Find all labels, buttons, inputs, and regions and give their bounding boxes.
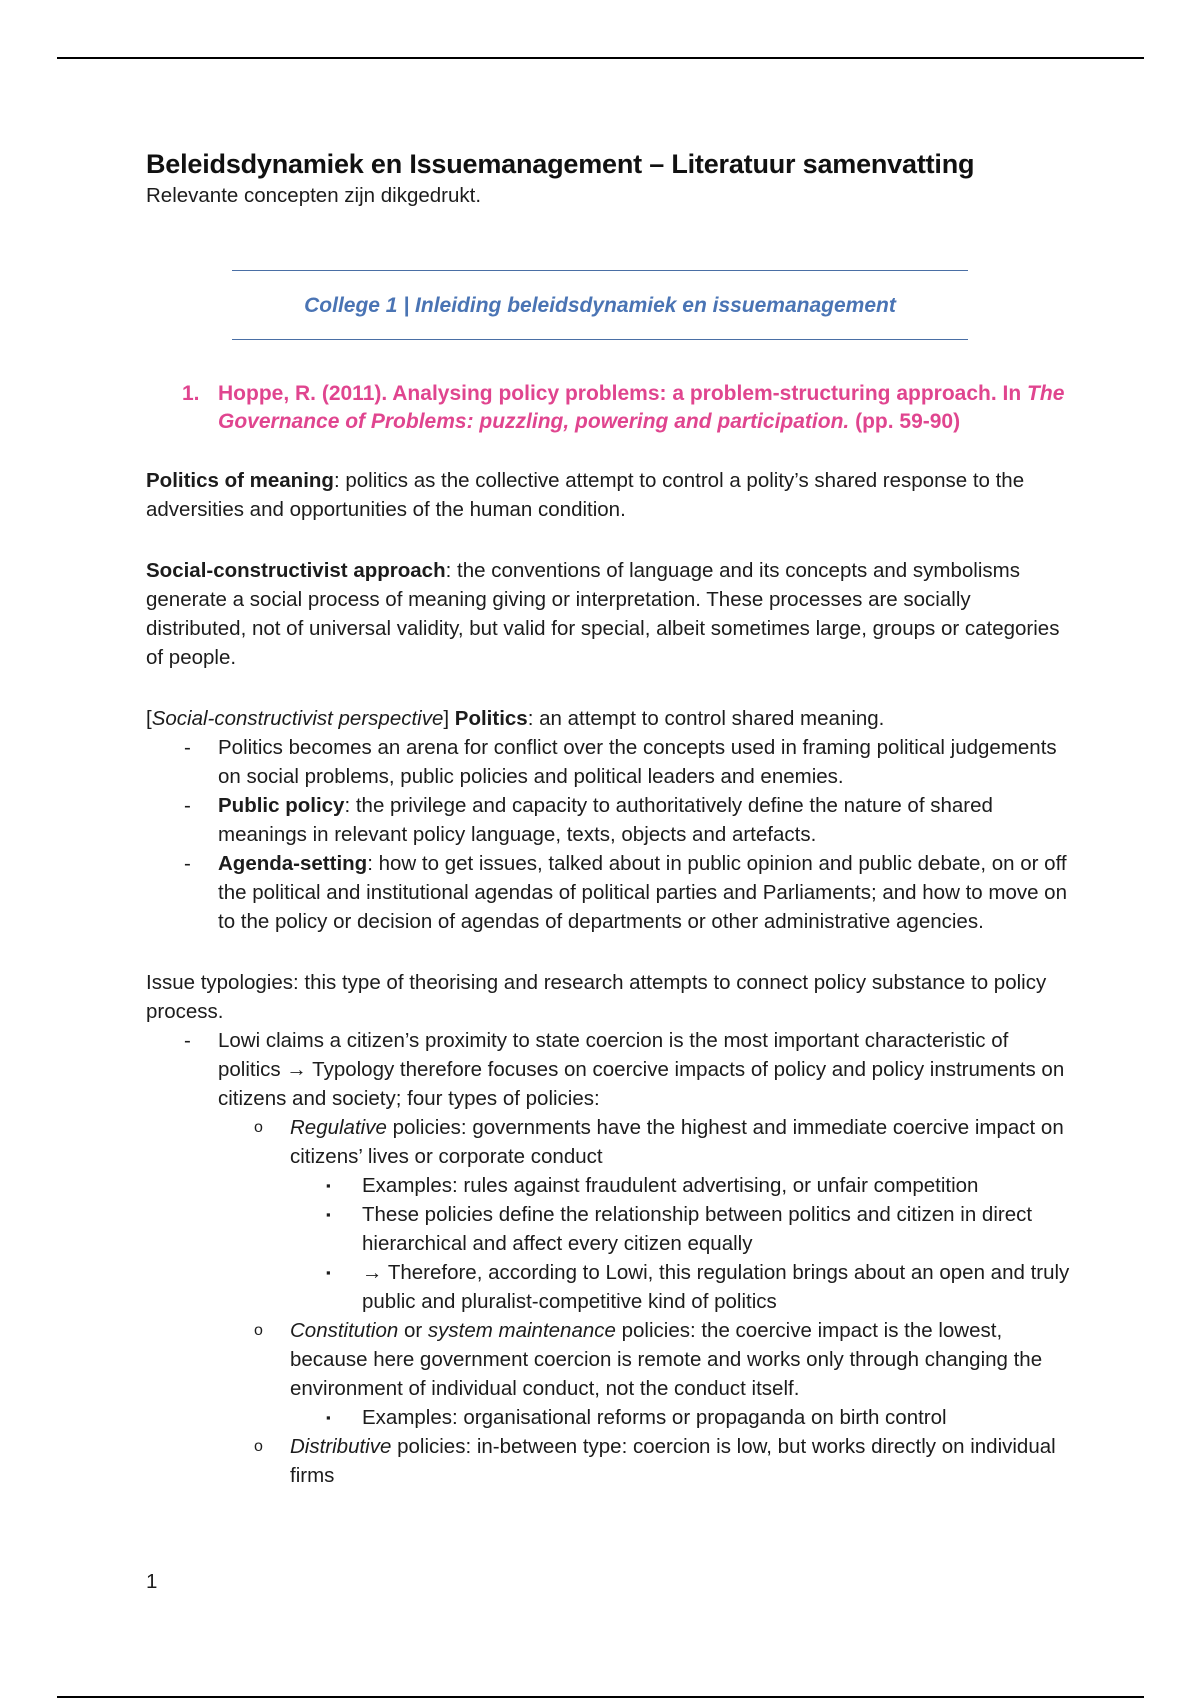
paragraph-social-constructivist bbox=[146, 556, 1076, 672]
paragraph-politics-of-meaning bbox=[146, 466, 1076, 524]
page-number: 1 bbox=[146, 1570, 158, 1593]
definition-text: : the conventions of language and its concepts and symbolisms generate a social process of meaning giving or interpretation. These processes are socially distributed, not of universal validity, but valid for special, albeit sometimes large, groups or categories of people. bbox=[146, 559, 1060, 669]
perspective-label: Social-constructivist perspective bbox=[151, 707, 444, 730]
issue-typologies-section bbox=[146, 968, 1076, 1490]
bullet-text: : how to get issues, talked about in public opinion and public debate, on or off the political and institutional agendas of political parties and Parliaments; and how to move on to the policy or decision of agendas of departments or other administrative agencies. bbox=[218, 852, 1067, 933]
definition-text: : politics as the collective attempt to control a polity’s shared response to the adversities and opportunities of the human condition. bbox=[146, 469, 1025, 521]
definition-text: : an attempt to control shared meaning. bbox=[527, 707, 885, 730]
list-item bbox=[146, 791, 1076, 849]
list-item bbox=[146, 849, 1076, 936]
constitution-details bbox=[290, 1403, 1076, 1432]
policy-types-list bbox=[218, 1113, 1076, 1490]
college-heading: College 1 | Inleiding beleidsdynamiek en issuemanagement bbox=[304, 293, 896, 317]
policy-type-label-alt: system maintenance bbox=[427, 1319, 616, 1342]
list-item: ▪ These policies define the relationship between politics and citizen in direct hierarchical and affect every citizen equally bbox=[290, 1200, 1076, 1258]
lowi-text: Lowi claims a citizen’s proximity to state coercion is the most important characteristic of politics → Typology therefore focuses on coercive impacts of policy and policy instruments on citizens and society; four types of policies: bbox=[218, 1029, 1065, 1110]
policy-type-text: policies: in-between type: coercion is low, but works directly on individual firms bbox=[290, 1435, 1056, 1487]
perspective-bullets bbox=[146, 733, 1076, 936]
policy-type-label: Constitution bbox=[290, 1319, 399, 1342]
reference-pages: (pp. 59-90) bbox=[855, 410, 961, 433]
term-politics-of-meaning: Politics of meaning bbox=[146, 469, 334, 492]
bottom-rule bbox=[57, 1696, 1144, 1698]
term-social-constructivist: Social-constructivist approach bbox=[146, 559, 446, 582]
term-public-policy: Public policy bbox=[218, 794, 345, 817]
bullet-text: : the privilege and capacity to authoritatively define the nature of shared meanings in relevant policy language, texts, objects and artefacts. bbox=[218, 794, 993, 846]
perspective-line bbox=[146, 704, 1076, 733]
document-subtitle: Relevante concepten zijn dikgedrukt. bbox=[146, 184, 482, 207]
issue-typologies-intro: Issue typologies: this type of theorising and research attempts to connect policy substance to policy process. bbox=[146, 971, 1047, 1023]
reference-number: 1. bbox=[182, 382, 200, 405]
policy-type-distributive bbox=[218, 1432, 1076, 1490]
connector-text: or bbox=[398, 1319, 428, 1342]
typology-bullets bbox=[146, 1026, 1076, 1490]
policy-type-label: Distributive bbox=[290, 1435, 392, 1458]
term-politics: Politics bbox=[454, 707, 528, 730]
reference-text: Hoppe, R. (2011). Analysing policy problems: a problem-structuring approach. In bbox=[218, 382, 1022, 405]
policy-type-text: policies: governments have the highest and immediate coercive impact on citizens’ lives or corporate conduct bbox=[290, 1116, 1064, 1168]
bullet-text: Politics becomes an arena for conflict over the concepts used in framing political judgements on social problems, public policies and political leaders and enemies. bbox=[218, 736, 1057, 788]
document-title: Beleidsdynamiek en Issuemanagement – Literatuur samenvatting bbox=[146, 149, 975, 179]
policy-type-constitution bbox=[218, 1316, 1076, 1432]
reference-entry bbox=[146, 380, 1076, 436]
college-heading-box bbox=[232, 270, 968, 340]
list-item: ▪ → Therefore, according to Lowi, this regulation brings about an open and truly public and pluralist-competitive kind of politics bbox=[290, 1258, 1076, 1316]
top-rule bbox=[57, 57, 1144, 59]
term-agenda-setting: Agenda-setting bbox=[218, 852, 368, 875]
perspective-section bbox=[146, 704, 1076, 936]
policy-type-text: policies: the coercive impact is the lowest, because here government coercion is remote and works only through changing the environment of individual conduct, not the conduct itself. bbox=[290, 1319, 1043, 1400]
policy-type-label: Regulative bbox=[290, 1116, 387, 1139]
list-item: ▪ Examples: organisational reforms or propaganda on birth control bbox=[290, 1403, 1076, 1432]
bracket-open: [ bbox=[146, 707, 152, 730]
list-item bbox=[146, 733, 1076, 791]
list-item: ▪ Examples: rules against fraudulent advertising, or unfair competition bbox=[290, 1171, 1076, 1200]
list-item bbox=[146, 1026, 1076, 1490]
reference-book-title: The Governance of Problems: puzzling, powering and participation. bbox=[218, 382, 1065, 433]
policy-type-regulative bbox=[218, 1113, 1076, 1316]
regulative-details bbox=[290, 1171, 1076, 1316]
document-body bbox=[146, 146, 1076, 1490]
bracket-close: ] bbox=[443, 707, 450, 730]
